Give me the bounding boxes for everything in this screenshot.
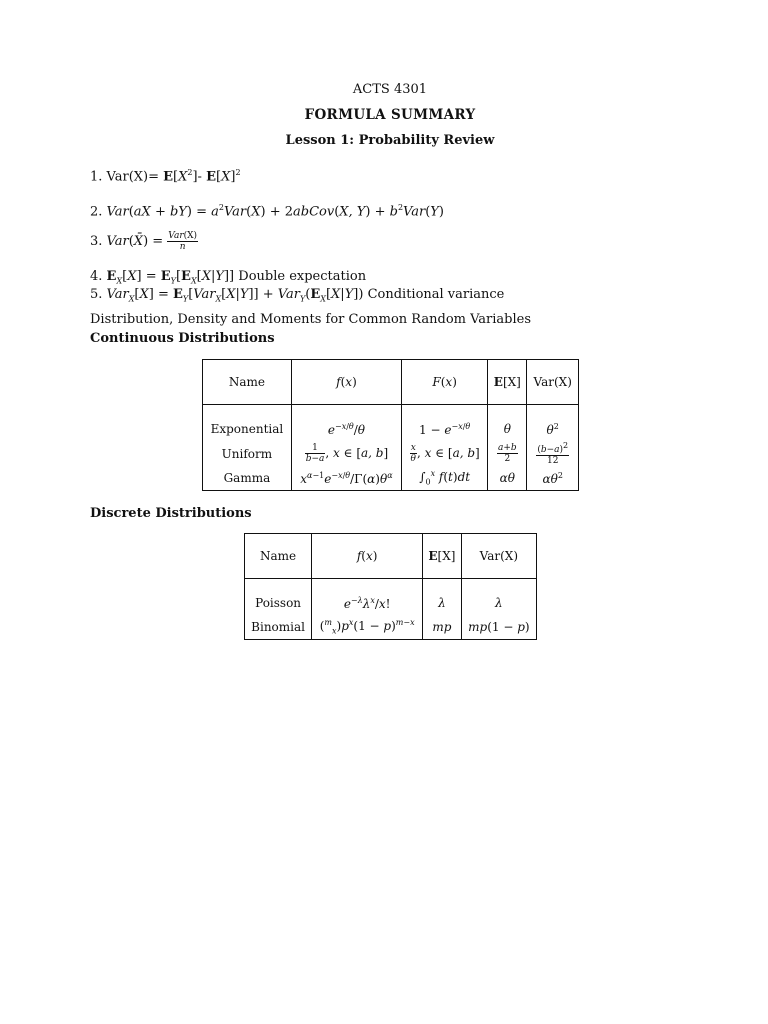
- row-name: Binomial: [245, 615, 312, 640]
- table-row: Binomial $(^m_x)p^x(1 - p)^{m-x}$ mp mp(1 − p): [245, 615, 537, 640]
- discrete-section-title: Discrete Distributions: [90, 506, 252, 521]
- col-name: Name: [203, 360, 292, 405]
- col-var: Var(X): [461, 534, 536, 579]
- col-mean: E[X]: [488, 360, 527, 405]
- formula-5-note: Conditional variance: [367, 287, 505, 302]
- row-name: Uniform: [203, 441, 292, 466]
- formula-4-note: Double expectation: [238, 269, 367, 284]
- col-pmf: f(x): [312, 534, 423, 579]
- continuous-section-title: Continuous Distributions: [90, 331, 275, 346]
- col-pdf: f(x): [291, 360, 401, 405]
- discrete-table: [244, 533, 537, 640]
- formula-3: 3. Var(X̄) = $\frac{\text{Var(X)}}{n}$: [90, 231, 198, 252]
- formula-2: 2. $Var(aX + bY) = a^2Var(X)$ + 2abCov(X, $Y) + b^2Var(Y)$: [90, 203, 444, 220]
- row-name: Exponential: [203, 405, 292, 442]
- lesson-title: Lesson 1: Probability Review: [285, 133, 495, 148]
- table-row: Exponential $e^{-x/\theta}/\theta$ $1 - e^{-x/\theta}$ θ $\theta^2$: [203, 405, 579, 442]
- formula-4: 4. $E_X[X] = E_Y[E_X[X|Y]]$ Double expectation: [90, 269, 367, 286]
- table-row: Gamma $x^{\alpha-1}e^{-x/\theta}/\Gamma(\alpha)\theta^\alpha$ $\int_0^x$ f(t)dt αθ $\alpha\theta^2$: [203, 466, 579, 491]
- document-title: FORMULA SUMMARY: [304, 107, 476, 123]
- col-var: Var(X): [527, 360, 579, 405]
- row-name: Poisson: [245, 579, 312, 616]
- continuous-table: [202, 359, 579, 491]
- table-row: Uniform $\frac{1}{b-a}$ , x ∈ [a, b] $\frac{x}{\theta}$ , x ∈ [a, b] $\frac{a+b}{2}$ $\frac{(b-a)^2}{12}$: [203, 441, 579, 466]
- distribution-intro: Distribution, Density and Moments for Common Random Variables: [90, 312, 532, 327]
- col-mean: E[X]: [423, 534, 462, 579]
- formula-1: 1. $Var(X)= E[X^2]-$ $E[X]^2$: [90, 168, 241, 185]
- course-code: ACTS 4301: [352, 82, 428, 97]
- table-row: Poisson $e^{-\lambda}\lambda^x/x$! λ λ: [245, 579, 537, 616]
- col-cdf: F(x): [402, 360, 488, 405]
- col-name: Name: [245, 534, 312, 579]
- formula-5: 5. $Var_X[X] = E_Y[Var_X[X|Y]] + Var_Y(E_X[X|Y])$ Conditional variance: [90, 287, 505, 304]
- row-name: Gamma: [203, 466, 292, 491]
